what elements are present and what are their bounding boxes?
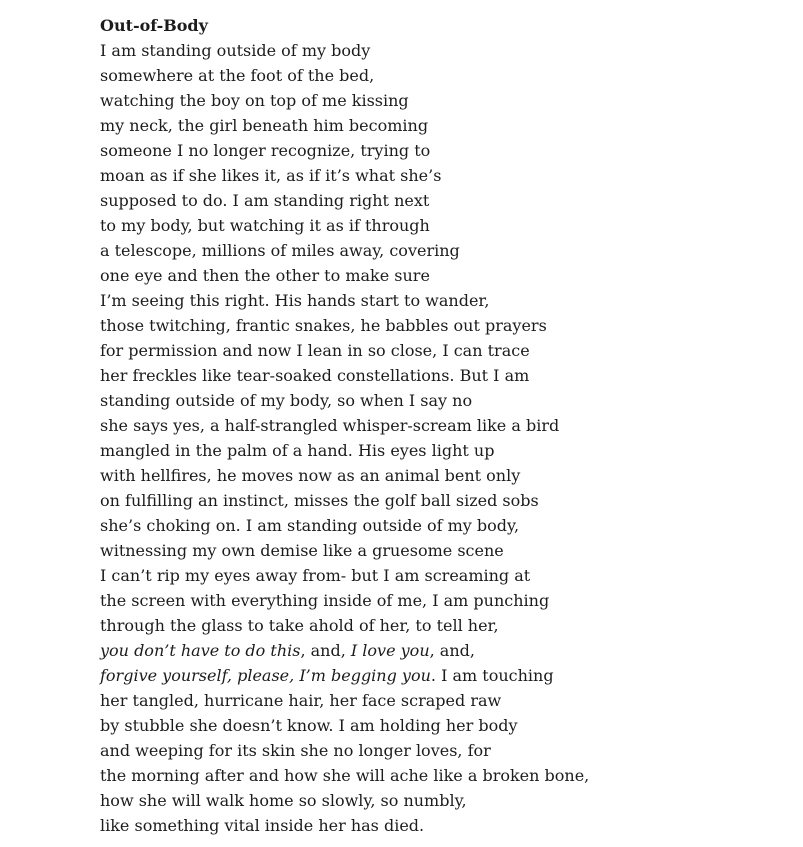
poem-text: mangled in the palm of a hand. His eyes light up [100,441,495,460]
poem-line [100,713,743,738]
poem-text: someone I no longer recognize, trying to [100,141,431,160]
poem-line [100,613,743,638]
poem-line [100,363,743,388]
poem-line [100,463,743,488]
poem-line [100,388,743,413]
poem-line [100,238,743,263]
poem-text: she’s choking on. I am standing outside of my body, [100,516,520,535]
poem-line [100,413,743,438]
poem-line [100,163,743,188]
poem-text: witnessing my own demise like a gruesome scene [100,541,504,560]
poem-line [100,788,743,813]
poem-title: Out-of-Body [100,16,208,35]
poem-line [100,538,743,563]
poem-text: somewhere at the foot of the bed, [100,66,375,85]
poem-text: , and, [429,641,475,660]
poem-text: a telescope, millions of miles away, covering [100,241,460,260]
poem-text: supposed to do. I am standing right next [100,191,430,210]
poem-line [100,813,743,838]
poem-text-italic: forgive yourself, please, I’m begging you [100,666,431,685]
poem-text: on fulfilling an instinct, misses the golf ball sized sobs [100,491,539,510]
poem-line [100,313,743,338]
poem-line [100,63,743,88]
poem-line [100,188,743,213]
poem-text: she says yes, a half-strangled whisper-scream like a bird [100,416,560,435]
poem-text: my neck, the girl beneath him becoming [100,116,429,135]
poem-text: the screen with everything inside of me, I am punching [100,591,550,610]
poem-line [100,213,743,238]
poem-line [100,513,743,538]
poem-text: to my body, but watching it as if through [100,216,430,235]
poem-line [100,663,743,688]
poem-line [100,738,743,763]
poem-text-italic: you don’t have to do this [100,641,301,660]
poem-text: standing outside of my body, so when I say no [100,391,473,410]
poem-text-italic: I love you [350,641,430,660]
poem-text: the morning after and how she will ache like a broken bone, [100,766,590,785]
poem-line [100,338,743,363]
poem-line [100,438,743,463]
poem-text: her tangled, hurricane hair, her face scraped raw [100,691,502,710]
poem-line [100,638,743,663]
poem-line [100,763,743,788]
poem-line [100,113,743,138]
poem-text: those twitching, frantic snakes, he babbles out prayers [100,316,547,335]
poem-text: her freckles like tear-soaked constellations. But I am [100,366,530,385]
poem-line [100,688,743,713]
poem-text: , and, [300,641,351,660]
poem-line [100,488,743,513]
poem-line [100,263,743,288]
poem-body [100,38,743,838]
poem-text: through the glass to take ahold of her, to tell her, [100,616,499,635]
poem-text: and weeping for its skin she no longer loves, for [100,741,491,760]
poem-text: I am standing outside of my body [100,41,371,60]
poem-text: I can’t rip my eyes away from- but I am screaming at [100,566,531,585]
poem-line [100,563,743,588]
poem-line [100,138,743,163]
poem-text: . I am touching [430,666,554,685]
poem-text: watching the boy on top of me kissing [100,91,409,110]
poem-text: how she will walk home so slowly, so numbly, [100,791,467,810]
poem-line [100,588,743,613]
poem-text: one eye and then the other to make sure [100,266,430,285]
poem-text: for permission and now I lean in so close, I can trace [100,341,530,360]
poem-text: by stubble she doesn’t know. I am holding her body [100,716,518,735]
poem-text: moan as if she likes it, as if it’s what she’s [100,166,442,185]
poem-text: like something vital inside her has died. [100,816,425,835]
poem-text: I’m seeing this right. His hands start to wander, [100,291,490,310]
poem-line [100,288,743,313]
poem-line [100,38,743,63]
poem-text: with hellfires, he moves now as an animal bent only [100,466,521,485]
poem-line [100,88,743,113]
